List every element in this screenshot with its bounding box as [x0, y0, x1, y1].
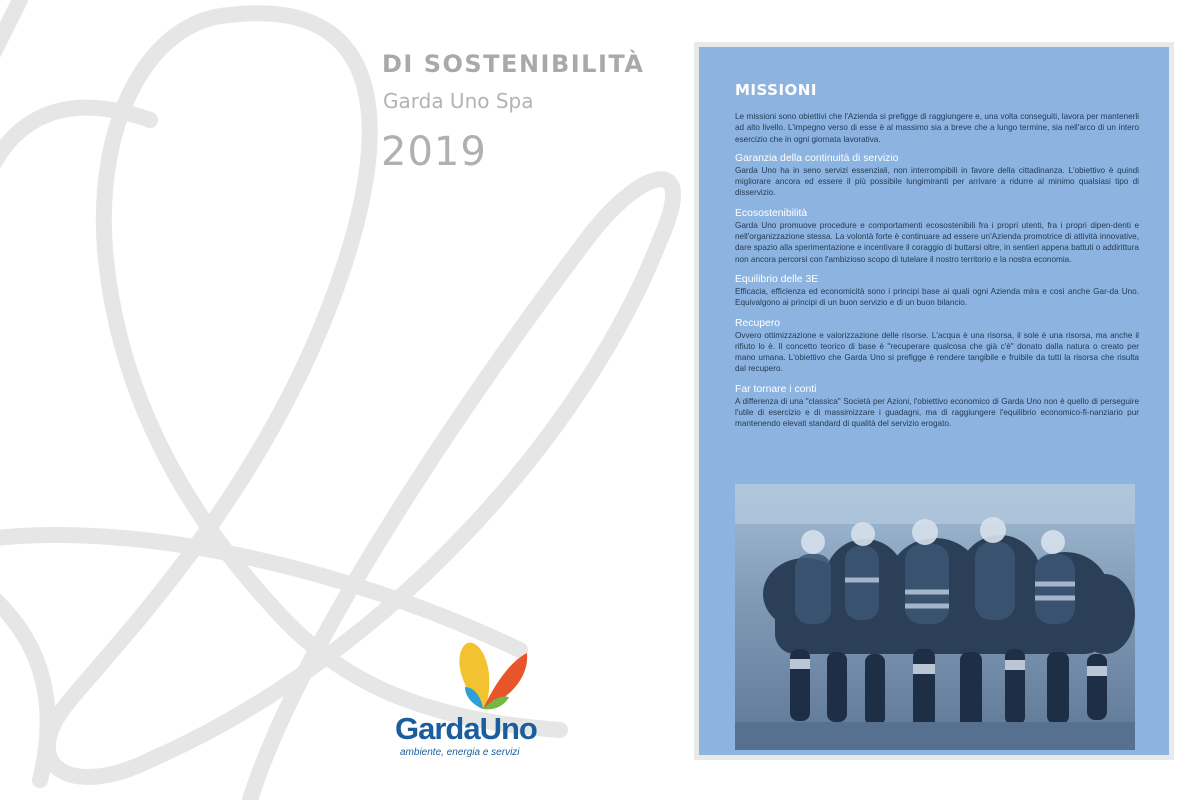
section-text: Ovvero ottimizzazione e valorizzazione delle risorse. L'acqua è una risorsa, il sole è una risorsa, ma anche il rifiuto lo è. Il concetto teorico di base è "recuperare qualcosa che già c'è" donato dalla natura o creato per mano umana. L'obiettivo che Garda Uno si prefigge è rendere tangibile e fruibile da tutti la risorsa che risulta dal recupero. — [735, 330, 1139, 374]
section-equilibrio-3e — [735, 273, 1139, 309]
section-heading: Far tornare i conti — [735, 383, 817, 395]
missions-intro: Le missioni sono obiettivi che l'Azienda si prefigge di raggiungere e, una volta conseguiti, lavora per mantenerli ad alto livello. L'impegno verso di esse è al massimo sia a breve che a lungo termine, sia nell'arco di un intero esercizio che in ogni giornata lavorativa. — [735, 112, 1139, 144]
garda-uno-logo — [395, 635, 555, 758]
butterfly-icon — [443, 635, 533, 717]
missions-page — [699, 47, 1169, 755]
section-ecosostenibilita — [735, 207, 1139, 265]
section-recupero — [735, 317, 1139, 375]
missions-body — [735, 111, 1139, 438]
section-text: Garda Uno promuove procedure e comportamenti ecosostenibili fra i propri utenti, fra i propri dipen-denti e nell'organizzazione stessa. La volontà forte è continuare ad essere un'Azienda promotrice di attività innovative, dare spazio alla sperimentazione e incentivare il coraggio di buttarsi oltre, in sentieri appena battuti o addirittura non ancora percorsi con l'ambizioso scopo di tutelare il nostro territorio e la nostra economia. — [735, 220, 1139, 264]
section-heading: Recupero — [735, 317, 781, 329]
rugby-scrum-photo — [735, 484, 1135, 750]
section-text: A differenza di una "classica" Società per Azioni, l'obiettivo economico di Garda Uno non è quello di perseguire l'utile di esercizio e di massimizzare i guadagni, ma di raggiungere l'equilibrio economico-fi-nanziario pur mantenendo elevati standard di qualità del servizio erogato. — [735, 396, 1139, 429]
section-text: Efficacia, efficienza ed economicità sono i principi base ai quali ogni Azienda mira e così anche Gar-da Uno. Equivalgono ai principi di un buon servizio e di un buon bilancio. — [735, 286, 1139, 308]
cover-title: DI SOSTENIBILITÀ — [382, 50, 645, 78]
section-text: Garda Uno ha in seno servizi essenziali, non interrompibili in favore della cittadinanza. L'obiettivo è quindi migliorare ancora ed essere il più possibile lungimiranti per arrivare a ridurre al minimo qualsiasi tipo di disservizio. — [735, 165, 1139, 198]
section-continuita — [735, 152, 1139, 199]
cover-company-name: Garda Uno Spa — [383, 89, 534, 113]
section-heading: Equilibrio delle 3E — [735, 273, 819, 285]
missions-title: MISSIONI — [735, 81, 817, 99]
section-heading: Ecosostenibilità — [735, 207, 808, 219]
logo-tagline: ambiente, energia e servizi — [400, 747, 520, 758]
cover-year: 2019 — [381, 129, 487, 175]
section-far-tornare-i-conti — [735, 383, 1139, 430]
logo-wordmark: GardaUno — [395, 711, 537, 746]
section-heading: Garanzia della continuità di servizio — [735, 152, 899, 164]
